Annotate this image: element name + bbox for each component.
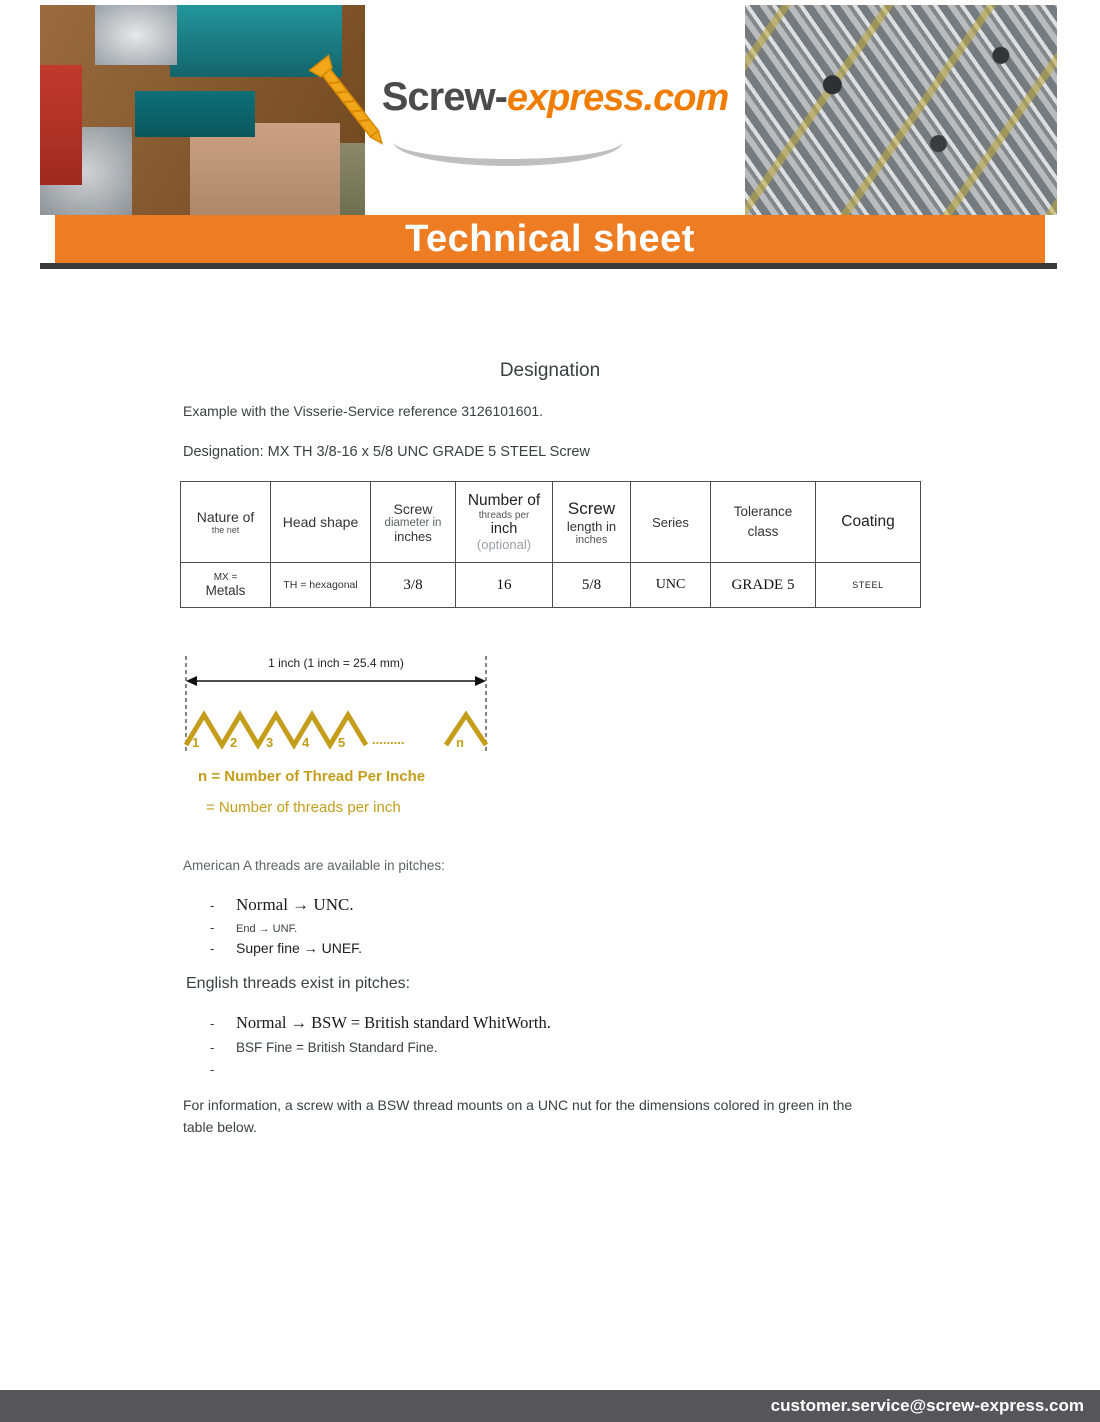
list-item-text: End → UNF. <box>236 923 298 935</box>
header-length: Screw length in inches <box>553 482 631 563</box>
arrowhead-left <box>186 676 197 686</box>
table-data-row <box>181 563 921 608</box>
cell-head-shape: TH = hexagonal <box>271 563 371 608</box>
logo-swoosh <box>393 117 623 166</box>
list-item <box>210 940 362 956</box>
diagram-caption-2: = Number of threads per inch <box>206 799 401 816</box>
list-item-text: Super fine → UNEF. <box>236 940 363 956</box>
list-item <box>210 1062 551 1077</box>
logo-text-screw: Screw- <box>381 75 507 119</box>
bsw-unc-note: For information, a screw with a BSW thread mounts on a UNC nut for the dimensions colored in green in the table below. <box>183 1097 853 1136</box>
header-coating: Coating <box>816 482 921 563</box>
list-dash: - <box>210 920 215 935</box>
header-diameter: Screw diameter in inches <box>371 482 456 563</box>
list-item <box>210 920 362 935</box>
cell-coating: STEEL <box>816 563 921 608</box>
thread-number-4: 4 <box>302 735 310 750</box>
screws-pile-photo <box>745 5 1057 215</box>
thread-number-3: 3 <box>266 735 274 750</box>
section-title: Designation <box>499 360 601 381</box>
thread-number-5: 5 <box>338 735 346 750</box>
banner-divider <box>40 263 1057 269</box>
cell-length: 5/8 <box>553 563 631 608</box>
designation-line: Designation: MX TH 3/8-16 x 5/8 UNC GRADE 5 STEEL Screw <box>183 444 590 460</box>
thread-number-1: 1 <box>192 735 200 750</box>
english-threads-intro: English threads exist in pitches: <box>186 975 411 992</box>
list-item <box>210 1040 551 1055</box>
english-threads-list <box>210 1013 551 1077</box>
thread-number-n: n <box>456 735 464 750</box>
list-item <box>210 1013 551 1033</box>
footer-email: customer.service@screw-express.com <box>770 1396 1084 1415</box>
list-dash: - <box>210 1016 215 1031</box>
list-item-text: Normal → BSW = British standard WhitWorth. <box>236 1013 551 1032</box>
list-item-text: BSF Fine = British Standard Fine. <box>236 1040 438 1055</box>
inch-label: 1 inch (1 inch = 25.4 mm) <box>268 656 404 670</box>
thread-zigzag-last <box>446 715 486 745</box>
american-threads-intro: American A threads are available in pitches: <box>183 858 445 873</box>
header-series: Series <box>631 482 711 563</box>
header-tolerance: Tolerance class <box>711 482 816 563</box>
footer-bar <box>0 1390 1100 1422</box>
example-line: Example with the Visserie-Service reference 3126101601. <box>183 403 544 419</box>
logo-text-express: express.com <box>506 77 729 119</box>
thread-pitch-diagram <box>180 650 492 762</box>
list-dash: - <box>210 941 215 956</box>
header-threads-per-inch: Number of threads per inch (optional) <box>456 482 553 563</box>
header-head-shape: Head shape <box>271 482 371 563</box>
cell-threads: 16 <box>456 563 553 608</box>
thread-dots: ......... <box>372 732 405 747</box>
thread-number-2: 2 <box>230 735 238 750</box>
diagram-caption-1: n = Number of Thread Per Inche <box>198 768 426 785</box>
list-dash: - <box>210 1062 215 1077</box>
banner-title: Technical sheet <box>405 217 695 260</box>
cell-tolerance: GRADE 5 <box>711 563 816 608</box>
header-nature: Nature of the net <box>181 482 271 563</box>
cell-series: UNC <box>631 563 711 608</box>
brand-logo <box>365 75 745 120</box>
list-dash: - <box>210 1040 215 1055</box>
table-header-row <box>181 482 921 563</box>
title-banner <box>55 215 1045 263</box>
list-item-text: Normal → UNC. <box>236 895 354 914</box>
arrowhead-right <box>475 676 486 686</box>
cell-diameter: 3/8 <box>371 563 456 608</box>
american-threads-list <box>210 895 362 956</box>
logo-area <box>365 5 745 215</box>
cell-nature: MX = Metals <box>181 563 271 608</box>
designation-table <box>180 481 921 608</box>
list-dash: - <box>210 898 215 913</box>
list-item <box>210 895 362 915</box>
